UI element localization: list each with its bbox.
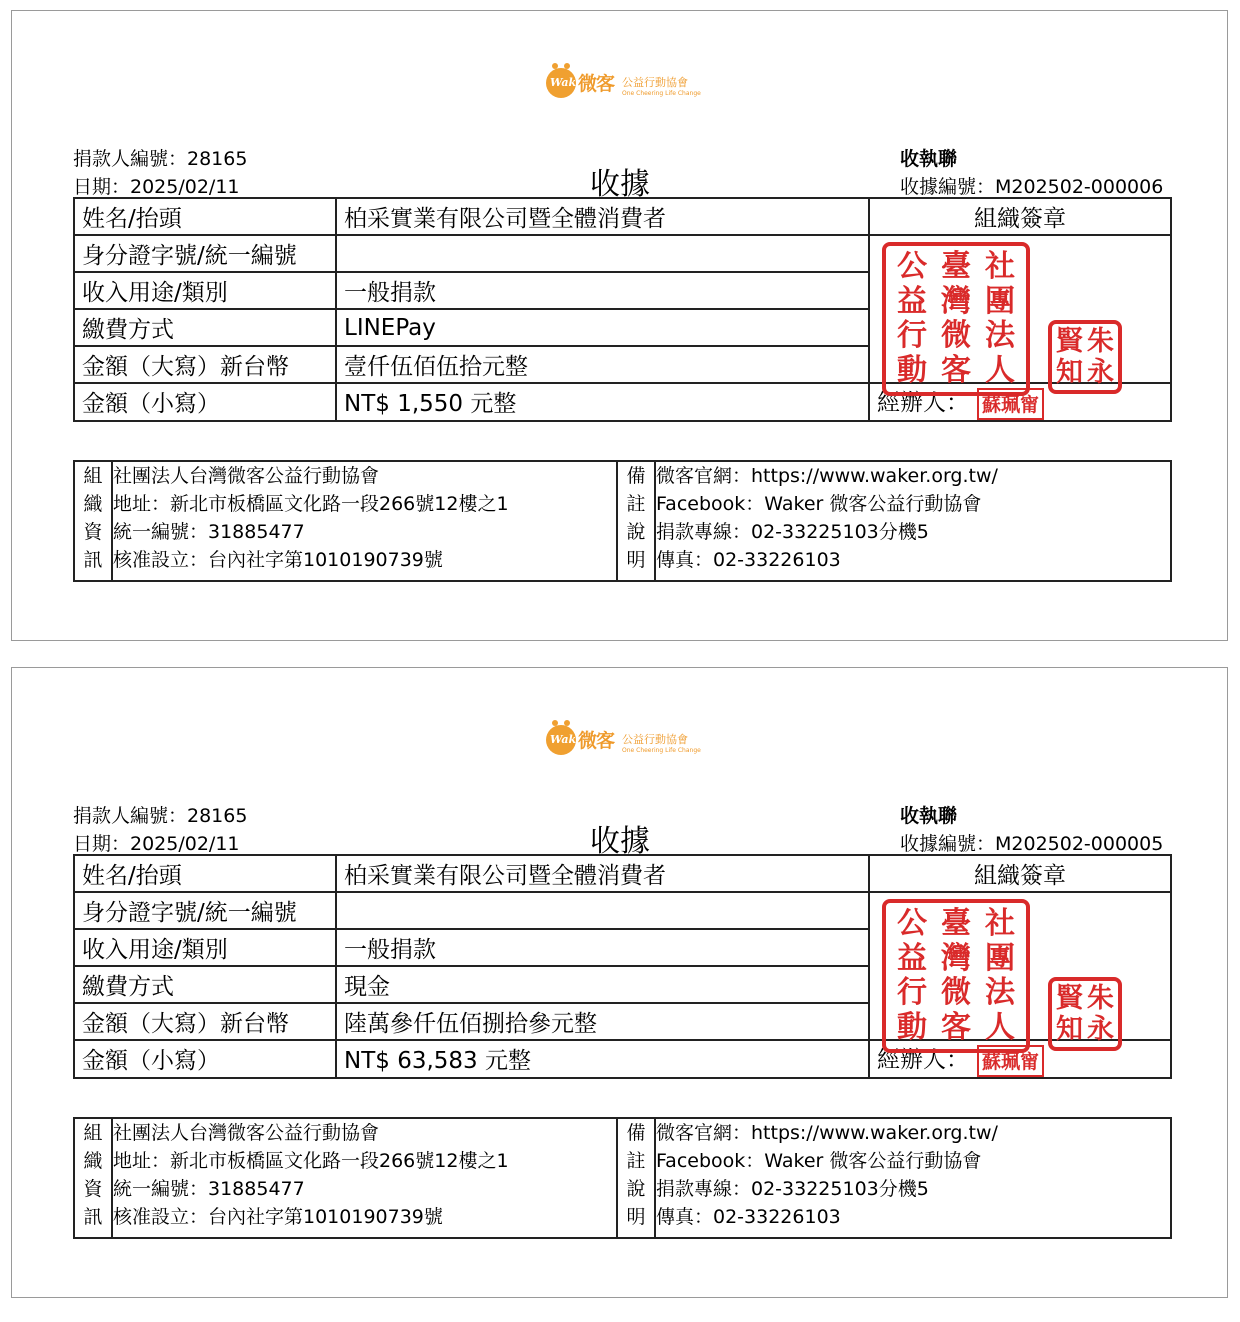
seal-char: 灣 [941,940,971,976]
row-label: 姓名/抬頭 [74,198,336,235]
seal-char: 微 [941,318,971,354]
seal-char: 朱 [1087,983,1114,1014]
representative-seal-icon [1048,977,1122,1051]
representative-seal-icon [1048,320,1122,394]
row-value: LINEPay [336,309,869,346]
org-info-line: 統一編號：31885477 [113,1178,305,1200]
seal-char: 行 [897,318,927,354]
note-label-char: 說 [626,1178,646,1200]
row-label: 收入用途/類別 [74,272,336,309]
receipt-date: 日期：2025/02/11 [73,833,240,855]
seal-char: 臺 [941,249,971,285]
org-info-line [113,1119,616,1231]
seal-header: 組織簽章 [869,198,1171,235]
org-info-line: 統一編號：31885477 [113,521,305,543]
organization-seal-cell [869,235,1171,388]
note-label-char: 備 [626,1122,646,1144]
logo-brand: 微客 [578,730,615,752]
row-value: 一般捐款 [336,272,869,309]
organization-seal-icon [882,899,1030,1053]
seal-char: 客 [941,352,971,388]
seal-char: 灣 [941,283,971,319]
org-info-line: 核准設立：台內社字第1010190739號 [113,549,443,571]
org-info-line: 社團法人台灣微客公益行動協會 [113,465,380,487]
note-line [656,462,1170,574]
org-info-line: 地址：新北市板橋區文化路一段266號12樓之1 [113,493,509,515]
row-value: 壹仟伍佰伍拾元整 [336,346,869,383]
row-value: 柏采實業有限公司暨全體消費者 [336,198,869,235]
row-value [336,235,869,272]
seal-char: 益 [897,283,927,319]
seal-char: 朱 [1087,326,1114,357]
seal-char: 客 [941,1009,971,1045]
notes-lines [655,461,1171,581]
logo-tagline: One Cheering Life Change [622,747,701,754]
receipt-date: 日期：2025/02/11 [73,176,240,198]
note-label-char: 註 [626,493,646,515]
org-label-char: 資 [83,521,103,543]
seal-char: 法 [985,318,1015,354]
org-label-char [75,462,111,574]
org-info-lines [112,461,617,581]
seal-char: 永 [1087,1014,1114,1045]
logo-subtitle: 公益行動協會 [622,733,688,746]
org-label-char: 組 [83,1122,103,1144]
note-label-char: 說 [626,521,646,543]
row-label: 金額（大寫）新台幣 [74,1003,336,1040]
copy-type: 收執聯 [900,805,958,827]
organization-info-table [73,460,1172,582]
handler-seal-icon: 蘇珮甯 [977,1045,1044,1077]
org-label-char: 織 [83,493,103,515]
receipt-details-table [73,854,1172,1079]
note-line: 微客官網：https://www.waker.org.tw/ [656,465,998,487]
seal-char: 社 [985,906,1015,942]
receipt-1 [11,10,1228,641]
org-label-char: 訊 [83,549,103,571]
seal-char: 賢 [1056,326,1083,357]
seal-char: 法 [985,975,1015,1011]
handler-seal-icon: 蘇珮甯 [977,388,1044,420]
seal-char: 賢 [1056,983,1083,1014]
org-info-label [74,461,112,581]
org-label-char: 織 [83,1150,103,1172]
row-value: 現金 [336,966,869,1003]
logo-mascot-text: Waker [550,733,589,746]
note-label-char [618,462,654,574]
waker-logo [546,722,706,758]
note-label-char: 明 [626,1206,646,1228]
receipt-details-table [73,197,1172,422]
seal-char: 行 [897,975,927,1011]
row-label: 金額（小寫） [74,383,336,421]
receipt-title: 收據 [590,824,650,859]
row-label: 繳費方式 [74,966,336,1003]
mascot-icon [546,725,589,755]
note-line: 微客官網：https://www.waker.org.tw/ [656,1122,998,1144]
org-info-line: 地址：新北市板橋區文化路一段266號12樓之1 [113,1150,509,1172]
row-label: 收入用途/類別 [74,929,336,966]
org-info-line [113,462,616,574]
seal-char: 動 [897,352,927,388]
row-label: 繳費方式 [74,309,336,346]
row-label: 金額（大寫）新台幣 [74,346,336,383]
notes-label [617,461,655,581]
receipt-title: 收據 [590,167,650,202]
seal-char: 動 [897,1009,927,1045]
seal-char: 人 [985,1009,1015,1045]
org-label-char: 組 [83,465,103,487]
donor-id: 捐款人編號：28165 [73,805,248,827]
handler-label: 經辦人： [877,390,969,416]
mascot-icon [546,68,589,98]
note-line: Facebook：Waker 微客公益行動協會 [656,493,982,515]
seal-char: 公 [897,906,927,942]
row-label: 姓名/抬頭 [74,855,336,892]
row-label: 身分證字號/統一編號 [74,235,336,272]
seal-char: 知 [1056,1014,1083,1045]
note-line: 捐款專線：02-33225103分機5 [656,1178,929,1200]
note-line: 傳真：02-33226103 [656,549,841,571]
org-label-char: 訊 [83,1206,103,1228]
note-label-char: 備 [626,465,646,487]
notes-label [617,1118,655,1238]
row-value: NT$ 63,583 元整 [336,1040,869,1078]
receipt-2 [11,667,1228,1298]
row-value: 柏采實業有限公司暨全體消費者 [336,855,869,892]
seal-char: 知 [1056,357,1083,388]
donor-id: 捐款人編號：28165 [73,148,248,170]
note-label-char [618,1119,654,1231]
logo-subtitle: 公益行動協會 [622,76,688,89]
seal-char: 團 [985,283,1015,319]
note-line [656,1119,1170,1231]
row-value [336,892,869,929]
logo-tagline: One Cheering Life Change [622,90,701,97]
note-line: Facebook：Waker 微客公益行動協會 [656,1150,982,1172]
notes-lines [655,1118,1171,1238]
seal-char: 益 [897,940,927,976]
seal-char: 社 [985,249,1015,285]
row-value: 陸萬參仟伍佰捌拾參元整 [336,1003,869,1040]
org-label-char [75,1119,111,1231]
row-label: 金額（小寫） [74,1040,336,1078]
row-label: 身分證字號/統一編號 [74,892,336,929]
organization-seal-cell [869,892,1171,1045]
row-value: NT$ 1,550 元整 [336,383,869,421]
note-line: 傳真：02-33226103 [656,1206,841,1228]
note-label-char: 註 [626,1150,646,1172]
seal-char: 微 [941,975,971,1011]
receipt-number: 收據編號：M202502-000006 [900,176,1164,198]
seal-char: 永 [1087,357,1114,388]
note-label-char: 明 [626,549,646,571]
organization-info-table [73,1117,1172,1239]
organization-seal-icon [882,242,1030,396]
seal-char: 臺 [941,906,971,942]
receipt-number: 收據編號：M202502-000005 [900,833,1164,855]
copy-type: 收執聯 [900,148,958,170]
org-info-line: 核准設立：台內社字第1010190739號 [113,1206,443,1228]
seal-char: 人 [985,352,1015,388]
logo-mascot-text: Waker [550,76,589,89]
handler-label: 經辦人： [877,1047,969,1073]
logo-brand: 微客 [578,73,615,95]
seal-char: 公 [897,249,927,285]
org-label-char: 資 [83,1178,103,1200]
note-line: 捐款專線：02-33225103分機5 [656,521,929,543]
org-info-label [74,1118,112,1238]
org-info-lines [112,1118,617,1238]
row-value: 一般捐款 [336,929,869,966]
seal-char: 團 [985,940,1015,976]
waker-logo [546,65,706,101]
org-info-line: 社團法人台灣微客公益行動協會 [113,1122,380,1144]
seal-header: 組織簽章 [869,855,1171,892]
